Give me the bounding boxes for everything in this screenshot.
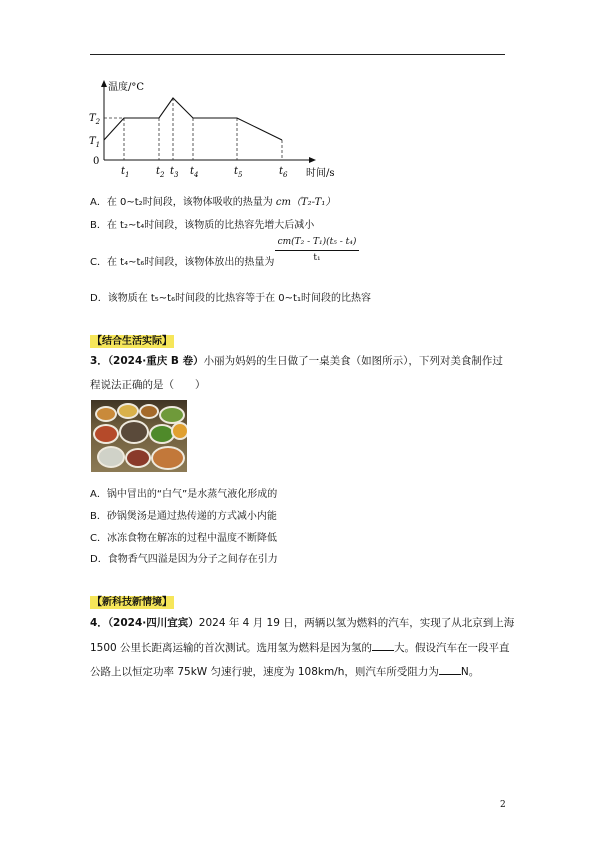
q2-option-a: A．在 0~t₂时间段，该物体吸收的热量为 cm（T₂-T₁）: [90, 197, 336, 208]
section-tag-life: 【结合生活实际】: [92, 336, 172, 347]
q3-stem-line1: 3．（2024·重庆 B 卷）小丽为妈妈的生日做了一桌美食（如图所示），下列对美食制作过: [90, 355, 503, 367]
x-axis-arrow: [309, 157, 316, 163]
t2-label: $t_2$: [156, 166, 165, 179]
t5-label: $t_5$: [234, 166, 243, 179]
t3-label: $t_3$: [170, 166, 179, 179]
fraction-numerator: cm(T₂ - T₁)(t₅ - t₄): [277, 237, 357, 247]
q4-line2: 1500 公里长距离运输的首次测试。选用氢为燃料是因为氢的 大。假设汽车在一段平直: [90, 642, 510, 654]
page-number: 2: [500, 800, 506, 810]
t4-label: $t_4$: [190, 166, 199, 179]
temperature-time-graph: [84, 78, 344, 180]
q2-option-c: C．在 t₄~t₆时间段，该物体放出的热量为: [90, 257, 275, 268]
q3-stem-line2: 程说法正确的是（ ）: [90, 379, 206, 391]
fraction-denominator: t₁: [313, 253, 321, 263]
t1-level-label: $T_1$: [89, 136, 101, 149]
header-rule: [90, 54, 505, 55]
section-tag-tech: 【新科技新情境】: [92, 597, 172, 608]
t-labels: [121, 166, 288, 179]
y-axis-label: 温度/°C: [108, 82, 145, 93]
q4-blank-2[interactable]: [439, 664, 461, 675]
t1-label: $t_1$: [121, 166, 130, 179]
q4-line1: 4．（2024·四川宜宾）2024 年 4 月 19 日，两辆以氢为燃料的汽车，实现了从北京到上海: [90, 617, 515, 629]
origin-label: 0: [93, 156, 100, 167]
fraction-bar: [275, 250, 359, 251]
q2-option-b: B．在 t₂~t₄时间段，该物质的比热容先增大后减小: [90, 220, 315, 231]
q2-option-d: D．该物质在 t₅~t₆时间段的比热容等于在 0~t₁时间段的比热容: [90, 293, 371, 304]
q4-blank-1[interactable]: [372, 640, 394, 651]
q3-option-b: B．砂锅煲汤是通过热传递的方式减小内能: [90, 511, 277, 522]
q3-option-c: C．冰冻食物在解冻的过程中温度不断降低: [90, 533, 277, 544]
t2-level-label: $T_2$: [89, 113, 101, 126]
guide-lines: [104, 98, 282, 160]
q3-option-a: A．锅中冒出的“白气”是水蒸气液化形成的: [90, 489, 278, 500]
t6-label: $t_6$: [279, 166, 288, 179]
q3-option-d: D．食物香气四溢是因为分子之间存在引力: [90, 554, 278, 565]
q4-line3: 公路上以恒定功率 75kW 匀速行驶，速度为 108km/h，则汽车所受阻力为 N。: [90, 666, 480, 678]
x-axis-label: 时间/s: [306, 168, 335, 179]
y-axis-arrow: [101, 80, 107, 87]
food-photo: [91, 400, 187, 472]
q2-option-c-fraction: [275, 237, 359, 263]
